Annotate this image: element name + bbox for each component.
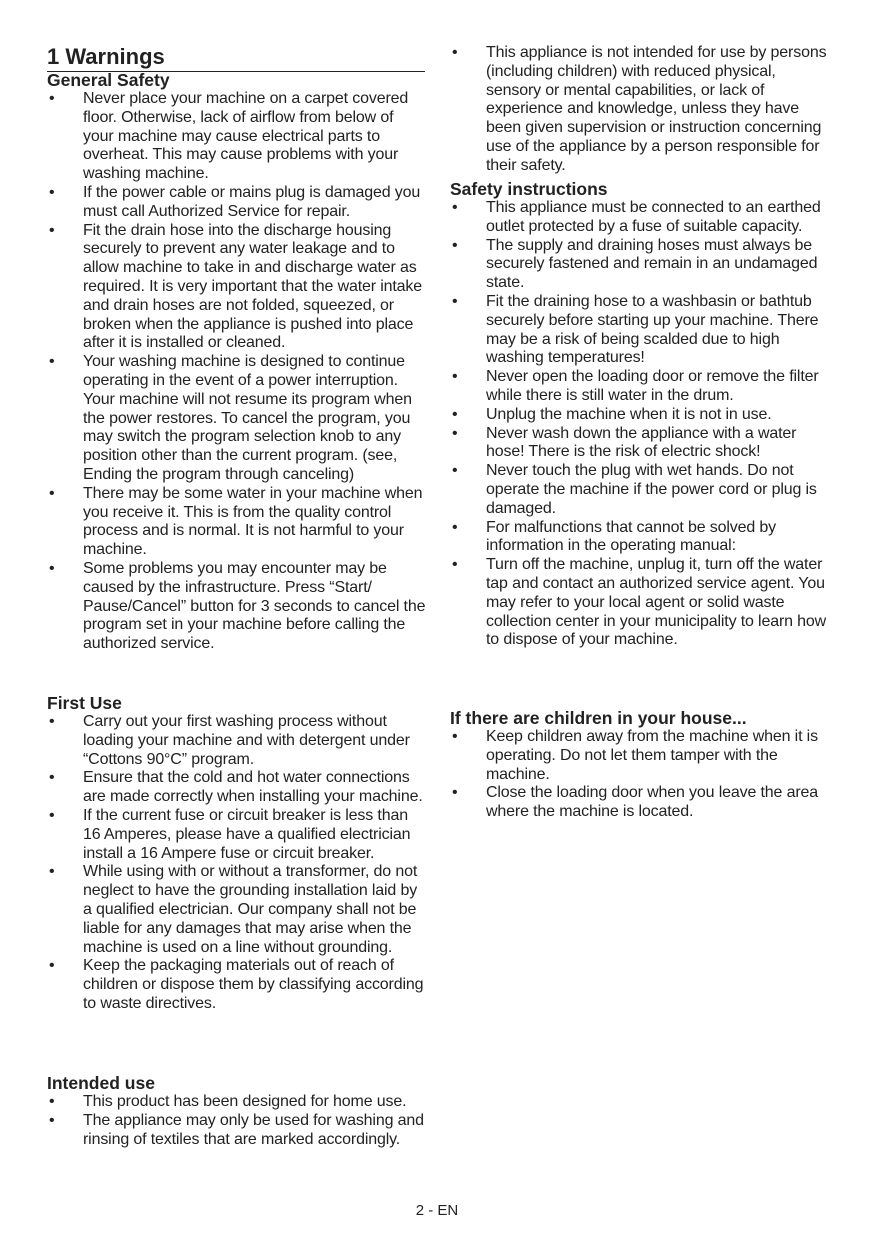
list-item-text: Never wash down the appliance with a water hose! There is the risk of electric shock!	[486, 424, 797, 461]
list-item-text: Ensure that the cold and hot water connections are made correctly when installing your machine.	[83, 769, 423, 806]
bullet-icon: •	[452, 292, 458, 310]
list-item	[47, 1112, 427, 1150]
list-item	[450, 519, 834, 557]
children-list	[450, 728, 834, 822]
list-item	[450, 556, 834, 650]
bullet-icon: •	[49, 90, 55, 107]
bullet-icon: •	[49, 1111, 55, 1129]
list-item-text: While using with or without a transformer, do not neglect to have the grounding installation laid by a qualified electrician. Our company shall not be liable for any damages that may arise when the machine is used on a line without grounding.	[83, 863, 418, 956]
list-item	[450, 44, 834, 176]
children-heading: If there are children in your house...	[450, 708, 747, 728]
list-item-text: This product has been designed for home use.	[83, 1093, 407, 1110]
list-item	[450, 368, 834, 406]
bullet-icon: •	[452, 728, 458, 745]
list-item-text: Your washing machine is designed to continue operating in the event of a power interruption. Your machine will not resume its program when the power restores. To cancel the program, you may switch the program selection knob to any position other than the current program. (see, Ending the program through canceling)	[83, 353, 412, 483]
bullet-icon: •	[452, 199, 458, 216]
first-use-heading: First Use	[47, 693, 122, 713]
list-item-text: Some problems you may encounter may be caused by the infrastructure. Press “Start/ Pause/Cancel” button for 3 seconds to cancel the program set in your machine before calling the authorized service.	[83, 559, 426, 653]
list-item-text: Fit the drain hose into the discharge housing securely to prevent any water leakage and to allow machine to take in and discharge water as required. It is very important that the water intake and drain hoses are not folded, squeezed, or broken when the appliance is pushed into place after it is installed or cleaned.	[83, 221, 423, 352]
page-title: 1 Warnings	[47, 43, 425, 72]
general-safety-section	[47, 71, 427, 654]
first-use-section	[47, 694, 427, 1014]
bullet-icon: •	[49, 1093, 55, 1110]
list-item-text: Keep the packaging materials out of reach of children or dispose them by classifying according to waste directives.	[83, 957, 424, 1012]
list-item	[47, 560, 427, 654]
list-item-text: Unplug the machine when it is not in use.	[486, 405, 772, 423]
list-item	[47, 184, 427, 222]
list-item-text: There may be some water in your machine when you receive it. This is from the quality control process and is normal. It is not harmful to your machine.	[83, 484, 423, 559]
safety-instructions-heading: Safety instructions	[450, 179, 608, 199]
list-item-text: For malfunctions that cannot be solved by information in the operating manual:	[486, 518, 777, 555]
first-use-list	[47, 713, 427, 1014]
safety-instructions-list	[450, 199, 834, 650]
list-item	[450, 425, 834, 463]
bullet-icon: •	[49, 863, 55, 881]
general-safety-list	[47, 90, 427, 654]
safety-instructions-section	[450, 180, 834, 650]
list-item	[47, 807, 427, 863]
list-item	[450, 784, 834, 822]
list-item	[450, 237, 834, 293]
list-item-text: The supply and draining hoses must always be securely fastened and remain in an undamaged state.	[486, 236, 818, 292]
list-item	[47, 957, 427, 1013]
bullet-icon: •	[49, 484, 55, 502]
list-item	[47, 769, 427, 807]
intended-use-continued-section	[450, 44, 834, 176]
list-item-text: If the current fuse or circuit breaker is less than 16 Amperes, please have a qualified electrician install a 16 Ampere fuse or circuit breaker.	[83, 806, 411, 862]
bullet-icon: •	[452, 518, 458, 536]
list-item-text: Never open the loading door or remove the filter while there is still water in the drum.	[486, 368, 819, 404]
bullet-icon: •	[452, 236, 458, 254]
bullet-icon: •	[49, 806, 55, 824]
bullet-icon: •	[452, 405, 458, 423]
bullet-icon: •	[49, 957, 55, 975]
bullet-icon: •	[49, 713, 55, 730]
list-item	[47, 353, 427, 485]
list-item	[450, 293, 834, 368]
intended-use-continued-list	[450, 44, 834, 176]
intended-use-heading: Intended use	[47, 1073, 155, 1093]
bullet-icon: •	[452, 556, 458, 574]
bullet-icon: •	[452, 424, 458, 442]
bullet-icon: •	[49, 221, 55, 239]
list-item	[47, 863, 427, 957]
bullet-icon: •	[452, 462, 458, 480]
bullet-icon: •	[452, 784, 458, 802]
page-number: 2 - EN	[415, 1202, 459, 1219]
intended-use-section	[47, 1074, 427, 1149]
list-item	[47, 713, 427, 769]
list-item-text: Fit the draining hose to a washbasin or bathtub securely before starting up your machine. There may be a risk of being scalded due to high washing temperatures!	[486, 292, 819, 367]
list-item-text: Never place your machine on a carpet covered floor. Otherwise, lack of airflow from below of your machine may cause electrical parts to overheat. This may cause problems with your washing machine.	[83, 90, 409, 183]
bullet-icon: •	[49, 559, 55, 577]
list-item	[47, 90, 427, 184]
children-section	[450, 709, 834, 822]
list-item-text: The appliance may only be used for washing and rinsing of textiles that are marked accordingly.	[83, 1111, 424, 1148]
list-item	[450, 199, 834, 237]
bullet-icon: •	[49, 769, 55, 787]
general-safety-heading: General Safety	[47, 70, 170, 90]
list-item	[450, 728, 834, 784]
list-item-text: This appliance is not intended for use by persons (including children) with reduced physical, sensory or mental capabilities, or lack of experience and knowledge, unless they have been given supervision or instruction concerning use of the appliance by a person responsible for their safety.	[486, 44, 827, 174]
list-item	[47, 485, 427, 560]
list-item	[47, 1093, 427, 1112]
list-item-text: This appliance must be connected to an earthed outlet protected by a fuse of suitable capacity.	[486, 199, 821, 235]
bullet-icon: •	[452, 368, 458, 386]
list-item-text: Carry out your first washing process without loading your machine and with detergent under “Cottons 90°C” program.	[83, 713, 410, 768]
bullet-icon: •	[452, 44, 458, 61]
bullet-icon: •	[49, 353, 55, 371]
list-item-text: Keep children away from the machine when it is operating. Do not let them tamper with the machine.	[486, 728, 818, 783]
list-item	[450, 462, 834, 518]
list-item-text: Never touch the plug with wet hands. Do not operate the machine if the power cord or plug is damaged.	[486, 462, 817, 517]
bullet-icon: •	[49, 183, 55, 201]
list-item-text: If the power cable or mains plug is damaged you must call Authorized Service for repair.	[83, 183, 421, 220]
list-item-text: Close the loading door when you leave the area where the machine is located.	[486, 784, 818, 821]
list-item-text: Turn off the machine, unplug it, turn off the water tap and contact an authorized service agent. You may refer to your local agent or solid waste collection center in your municipality to learn how to dispose of your machine.	[486, 556, 827, 649]
intended-use-list	[47, 1093, 427, 1149]
list-item	[47, 222, 427, 354]
list-item	[450, 406, 834, 425]
